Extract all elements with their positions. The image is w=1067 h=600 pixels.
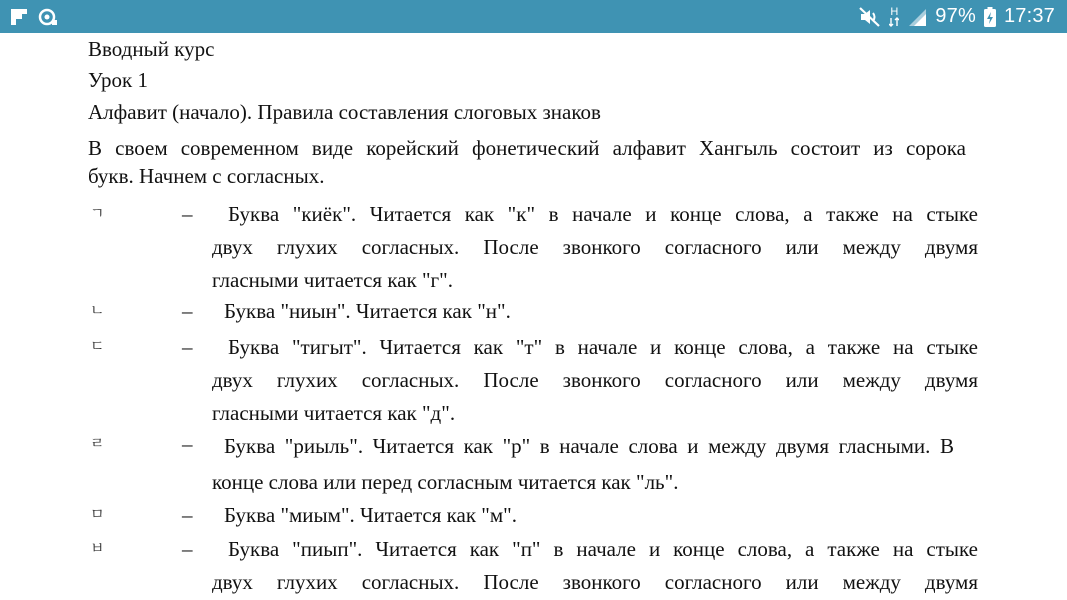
hangul-letter: ㄴ [90, 301, 105, 319]
entry-line: двух глухих согласных. После звонкого согласного или между двумя [212, 368, 978, 392]
mute-icon [859, 7, 881, 27]
intro-line-1: В своем современном виде корейский фонетический алфавит Хангыль состоит из сорока [88, 136, 966, 160]
entry-line: двух глухих согласных. После звонкого согласного или между двумя [212, 570, 978, 594]
signal-icon [907, 7, 927, 27]
lesson-title: Урок 1 [88, 68, 148, 92]
course-title: Вводный курс [88, 37, 215, 61]
entry-text [212, 295, 978, 328]
status-bar-right [859, 0, 1055, 33]
section-title: Алфавит (начало). Правила составления слоговых знаков [88, 100, 601, 124]
entry-line: гласными читается как "д". [212, 401, 456, 425]
status-bar-left [10, 7, 58, 27]
hangul-letter: ㄷ [90, 337, 105, 355]
status-bar [0, 0, 1067, 33]
entry-line: Буква "миым". Читается как "м". [224, 503, 517, 527]
battery-percent: 97% [935, 5, 976, 27]
entry-line: двух глухих согласных. После звонкого согласного или между двумя [212, 235, 978, 259]
entry-dash: – [182, 202, 193, 226]
entry-text [212, 499, 978, 532]
entry-line: гласными читается как "г". [212, 268, 453, 292]
entry-text [212, 198, 978, 297]
document-view[interactable] [0, 33, 1067, 600]
network-type-icon [889, 7, 899, 27]
flipboard-icon [10, 8, 28, 26]
entry-text [212, 533, 978, 599]
hangul-letter: ㅂ [90, 539, 105, 557]
network-label: H [890, 5, 899, 18]
entry-dash: – [182, 299, 193, 323]
hangul-letter: ㅁ [90, 505, 105, 523]
entry-line: Буква "риыль". Читается как "р" в начале слова и между двумя гласными. В [224, 434, 954, 458]
entry-dash: – [182, 537, 193, 561]
intro-line-2: букв. Начнем с согласных. [88, 164, 325, 188]
hangul-letter: ㄱ [90, 204, 105, 222]
sync-icon [38, 8, 58, 26]
intro-paragraph [88, 134, 966, 190]
entry-text [212, 331, 978, 430]
entry-text [212, 428, 978, 500]
entry-line: Буква "киёк". Читается как "к" в начале и конце слова, а также на стыке [228, 202, 978, 226]
entry-line: Буква "тигыт". Читается как "т" в начале и конце слова, а также на стыке [228, 335, 978, 359]
entry-dash: – [182, 335, 193, 359]
entry-dash: – [182, 503, 193, 527]
clock: 17:37 [1003, 5, 1055, 27]
battery-charging-icon [984, 7, 996, 27]
entry-line: конце слова или перед согласным читается как "ль". [212, 470, 679, 494]
entry-line: Буква "ниын". Читается как "н". [224, 299, 511, 323]
hangul-letter: ㄹ [90, 434, 105, 452]
entry-line: Буква "пиып". Читается как "п" в начале и конце слова, а также на стыке [228, 537, 978, 561]
entry-dash: – [182, 432, 193, 456]
